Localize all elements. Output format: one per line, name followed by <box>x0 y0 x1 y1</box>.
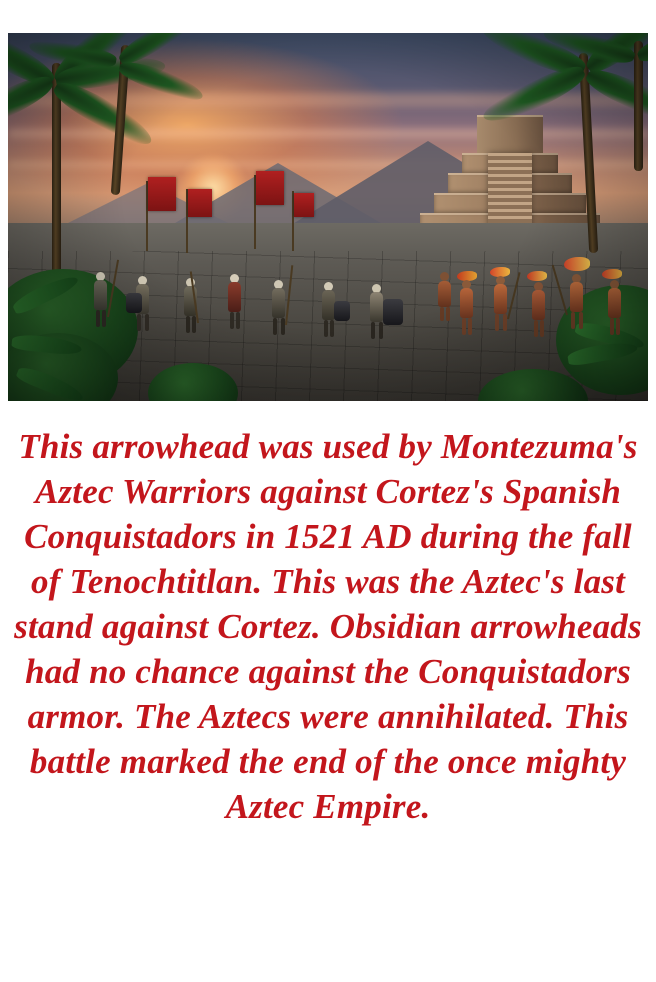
leg <box>324 320 328 337</box>
leg <box>495 314 499 331</box>
warrior-torso <box>570 282 583 312</box>
leg <box>230 312 234 329</box>
leg <box>540 320 544 337</box>
banner-cloth <box>188 189 212 217</box>
shield <box>334 301 350 321</box>
caption-text: This arrowhead was used by Montezuma's Aztec Warriors against Cortez's Spanish Conquistadors in 1521 AD during the fall of Tenochtitlan. This was the Aztec's last stand against Cortez. Obsidian arrowheads had no chance against the Conquistadors armor. The Aztecs were annihilated. This battle marked the end of the once mighty Aztec Empire. <box>14 427 642 826</box>
leg <box>236 312 240 329</box>
armor-torso <box>228 282 241 312</box>
leg <box>468 318 472 335</box>
leg <box>145 314 149 331</box>
leg <box>96 310 100 327</box>
illustration-image <box>8 33 648 401</box>
leg <box>330 320 334 337</box>
leg <box>462 318 466 335</box>
leg <box>616 318 620 335</box>
banner-cloth <box>294 193 314 217</box>
warrior-torso <box>460 288 473 318</box>
leg <box>534 320 538 337</box>
leg <box>102 310 106 327</box>
warrior-torso <box>532 290 545 320</box>
warrior-torso <box>608 288 621 318</box>
leg <box>371 322 375 339</box>
armor-torso <box>370 292 383 322</box>
leg <box>379 322 383 339</box>
armor-torso <box>272 288 285 318</box>
shield <box>126 293 142 313</box>
leg <box>440 307 444 321</box>
feather-headdress <box>602 269 622 279</box>
banner-cloth <box>148 177 176 211</box>
feather-headdress <box>527 271 547 281</box>
feather-headdress <box>564 257 590 271</box>
leg <box>273 318 277 335</box>
shield <box>383 299 403 325</box>
leg <box>571 312 575 329</box>
illustration-scene <box>8 33 648 401</box>
banner-cloth <box>256 171 284 205</box>
leg <box>579 312 583 329</box>
leg <box>446 307 450 321</box>
head <box>440 272 449 281</box>
warrior-torso <box>494 284 507 314</box>
leg <box>186 316 190 333</box>
armor-torso <box>94 280 107 310</box>
pyramid-temple <box>477 115 543 157</box>
leg <box>610 318 614 335</box>
leg <box>137 314 141 331</box>
warrior-torso <box>438 281 451 307</box>
